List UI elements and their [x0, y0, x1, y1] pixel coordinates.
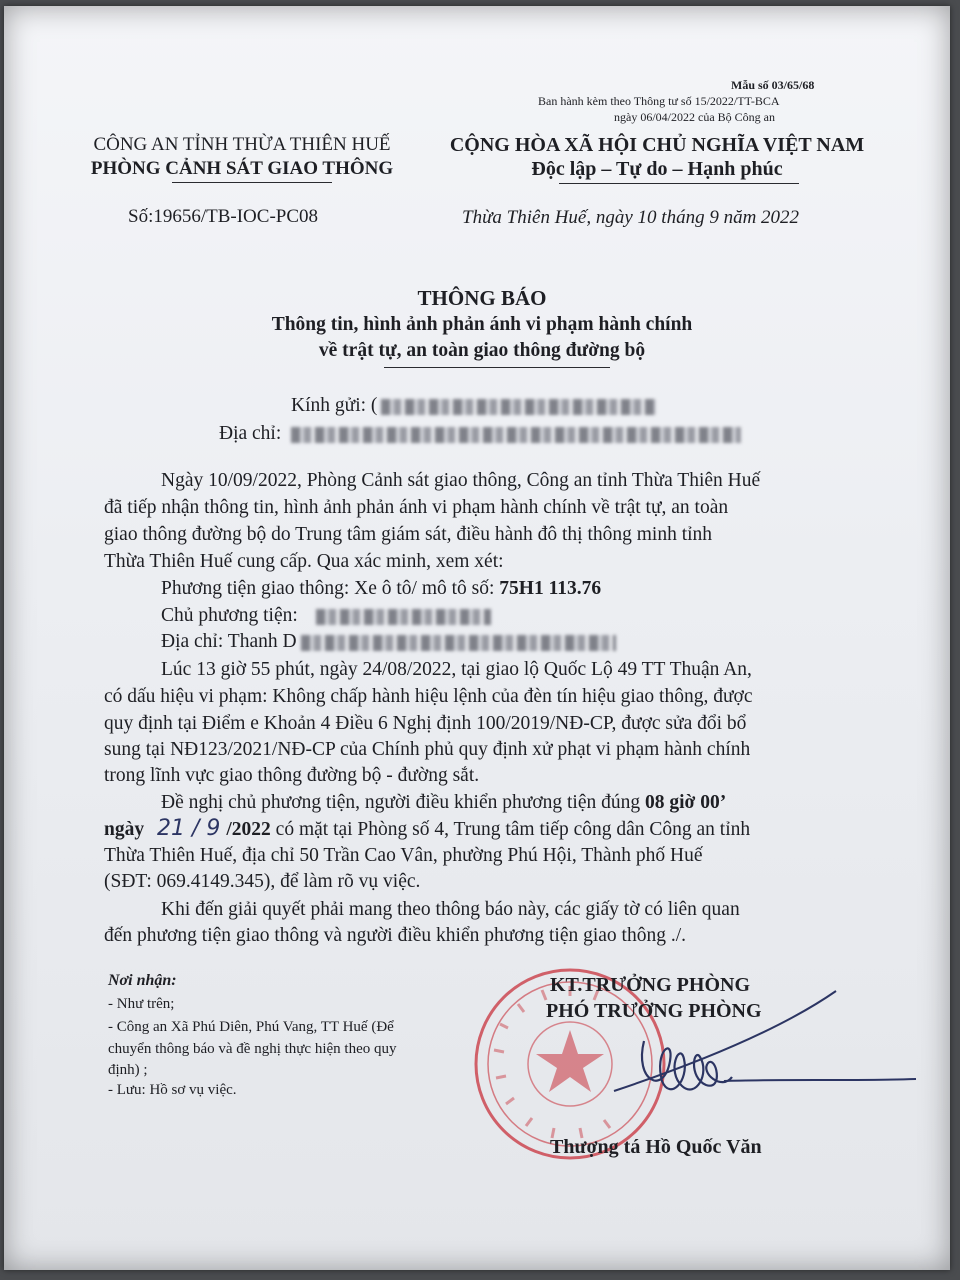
vehicle-label: Phương tiện giao thông: Xe ô tô/ mô tô số: [161, 578, 500, 599]
paragraph-4-line-1: Khi đến giải quyết phải mang theo thông báo này, các giấy tờ có liên quan [161, 899, 740, 920]
owner-address-line [161, 629, 616, 655]
redacted-owner-name [316, 609, 491, 625]
motto-underline [559, 183, 799, 184]
paragraph-2-line-2: có dấu hiệu vi phạm: Không chấp hành hiệu lệnh của đèn tín hiệu giao thông, được [104, 686, 753, 707]
paragraph-2-line-3: quy định tại Điểm e Khoản 4 Điều 6 Nghị định 100/2019/NĐ-CP, được sửa đổi bổ [104, 713, 747, 734]
owner-line [161, 603, 491, 629]
paragraph-1-line-1: Ngày 10/09/2022, Phòng Cảnh sát giao thông, Công an tỉnh Thừa Thiên Huế [161, 470, 761, 491]
country-name: CỘNG HÒA XÃ HỘI CHỦ NGHĨA VIỆT NAM [449, 134, 865, 156]
appointment-location: có mặt tại Phòng số 4, Trung tâm tiếp công dân Công an tỉnh [270, 819, 751, 840]
handwritten-signature-icon [604, 981, 924, 1111]
paragraph-2-line-1: Lúc 13 giờ 55 phút, ngày 24/08/2022, tại giao lộ Quốc Lộ 49 TT Thuận An, [161, 659, 752, 680]
agency-name: CÔNG AN TỈNH THỪA THIÊN HUẾ [93, 134, 391, 155]
appointment-time: 08 giờ 00’ [645, 792, 727, 813]
place-date: Thừa Thiên Huế, ngày 10 tháng 9 năm 2022 [462, 207, 800, 228]
paragraph-1-line-4: Thừa Thiên Huế cung cấp. Qua xác minh, xem xét: [104, 551, 504, 572]
recipients-item-1: - Như trên; [108, 996, 175, 1012]
paragraph-2-line-4: sung tại NĐ123/2021/NĐ-CP của Chính phủ quy định xử phạt vi phạm hành chính [104, 739, 751, 760]
appointment-day-label: ngày [104, 819, 145, 840]
recipients-item-2-line-3: định) ; [108, 1062, 148, 1078]
paragraph-2-line-5: trong lĩnh vực giao thông đường bộ - đường sắt. [104, 765, 480, 786]
vehicle-plate: 75H1 113.76 [499, 578, 602, 599]
title-underline [384, 367, 610, 368]
department-name: PHÒNG CẢNH SÁT GIAO THÔNG [90, 158, 394, 179]
paragraph-3-line-2 [104, 816, 750, 843]
recipient-to [291, 393, 656, 419]
department-underline [172, 182, 332, 183]
paragraph-4-line-2: đến phương tiện giao thông và người điều khiển phương tiện giao thông ./. [104, 925, 687, 946]
recipients-heading: Nơi nhận: [108, 972, 177, 989]
paragraph-1-line-2: đã tiếp nhận thông tin, hình ảnh phản ánh vi phạm hành chính về trật tự, an toàn [104, 497, 729, 518]
paragraph-1-line-3: giao thông đường bộ do Trung tâm giám sát, điều hành đô thị thông minh tỉnh [104, 524, 713, 545]
document-subtitle-1: Thông tin, hình ảnh phản ánh vi phạm hành chính [271, 314, 693, 335]
appointment-year: /2022 [226, 819, 271, 840]
signature-title-2: PHÓ TRƯỞNG PHÒNG [546, 1000, 762, 1022]
form-code: Mẫu số 03/65/68 [731, 78, 815, 92]
recipient-to-label: Kính gửi: ( [291, 395, 378, 416]
owner-address-label: Địa chỉ: Thanh D [161, 631, 297, 652]
recipients-item-2-line-1: - Công an Xã Phú Diên, Phú Vang, TT Huế (Để [108, 1019, 394, 1035]
redacted-recipient-name [381, 399, 656, 415]
redacted-recipient-address [291, 427, 741, 443]
recipients-item-2-line-2: chuyển thông báo và đề nghị thực hiện theo quy [108, 1041, 397, 1057]
document-page [4, 6, 950, 1270]
recipients-item-3: - Lưu: Hồ sơ vụ việc. [108, 1082, 237, 1098]
signer-name: Thượng tá Hồ Quốc Văn [550, 1136, 762, 1158]
signature-title-1: KT.TRƯỞNG PHÒNG [550, 974, 750, 996]
recipient-address-label: Địa chỉ: [219, 423, 282, 444]
paragraph-3-line-4: (SĐT: 069.4149.345), để làm rõ vụ việc. [104, 871, 421, 892]
paragraph-3-line-3: Thừa Thiên Huế, địa chỉ 50 Trần Cao Vân, phường Phú Hội, Thành phố Huế [104, 845, 703, 866]
document-subtitle-2: về trật tự, an toàn giao thông đường bộ [318, 340, 646, 361]
paragraph-3-line-1 [161, 790, 726, 816]
handwritten-date: 21 / 9 [156, 816, 221, 841]
paragraph-3-text: Đề nghị chủ phương tiện, người điều khiển phương tiện đúng [161, 792, 645, 813]
owner-label: Chủ phương tiện: [161, 605, 298, 626]
form-issued-line1: Ban hành kèm theo Thông tư số 15/2022/TT-BCA [538, 94, 780, 108]
redacted-owner-address [301, 635, 616, 651]
recipient-address [219, 421, 741, 447]
document-title: THÔNG BÁO [417, 286, 547, 310]
form-issued-line2: ngày 06/04/2022 của Bộ Công an [614, 110, 775, 124]
national-motto: Độc lập – Tự do – Hạnh phúc [531, 158, 783, 180]
vehicle-line [161, 576, 601, 602]
document-number: Số:19656/TB-IOC-PC08 [128, 206, 319, 227]
